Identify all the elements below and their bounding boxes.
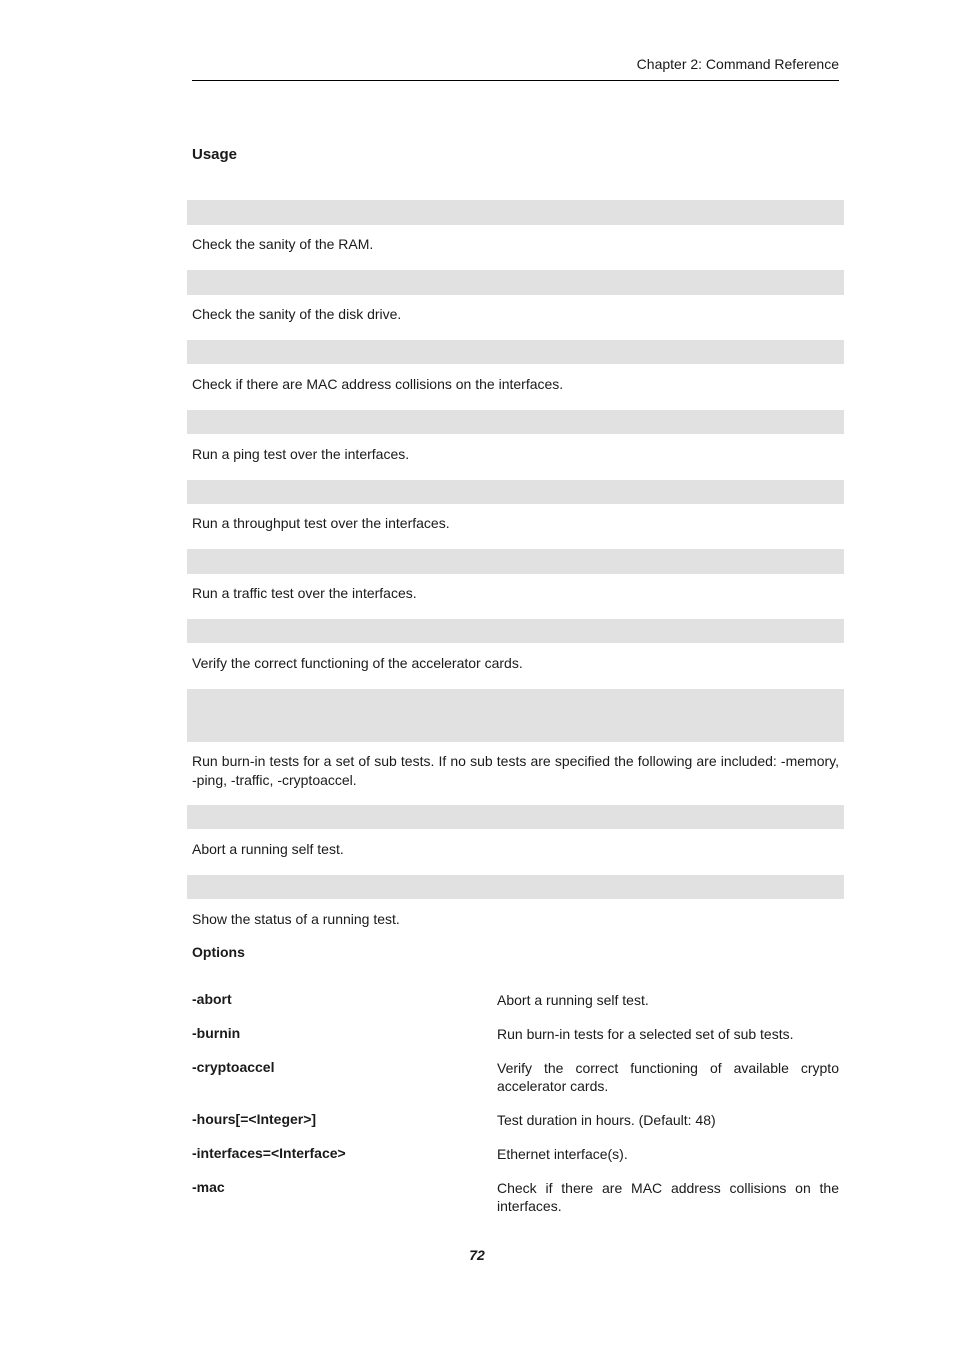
option-description: Test duration in hours. (Default: 48)	[497, 1112, 716, 1128]
command-description: Show the status of a running test.	[192, 911, 400, 927]
option-description: Check if there are MAC address collisions on the interfaces.	[497, 1180, 839, 1214]
command-description: Check if there are MAC address collisions on the interfaces.	[192, 376, 564, 392]
command-description: Run burn-in tests for a set of sub tests. If no sub tests are specified the following are included: -memory, -ping, -traffic, -cryptoaccel.	[192, 753, 839, 788]
command-box	[187, 340, 844, 364]
options-heading: Options	[192, 944, 245, 960]
command-box	[187, 619, 844, 643]
command-description: Run a ping test over the interfaces.	[192, 446, 410, 462]
page-number: 72	[469, 1247, 485, 1263]
option-description: Abort a running self test.	[497, 992, 649, 1008]
option-description: Ethernet interface(s).	[497, 1146, 628, 1162]
option-name: -abort	[192, 991, 232, 1007]
command-description: Check the sanity of the RAM.	[192, 236, 374, 252]
option-name: -hours[=<Integer>]	[192, 1111, 317, 1127]
command-description: Run a traffic test over the interfaces.	[192, 585, 417, 601]
command-description: Verify the correct functioning of the accelerator cards.	[192, 655, 523, 671]
command-description: Check the sanity of the disk drive.	[192, 306, 402, 322]
command-box	[187, 270, 844, 295]
option-name: -mac	[192, 1179, 225, 1195]
option-name: -interfaces=<Interface>	[192, 1145, 346, 1161]
option-description: Run burn-in tests for a selected set of sub tests.	[497, 1026, 794, 1042]
option-description: Verify the correct functioning of available crypto accelerator cards.	[497, 1060, 839, 1094]
usage-heading: Usage	[192, 146, 238, 163]
command-description: Abort a running self test.	[192, 841, 344, 857]
command-description: Run a throughput test over the interfaces.	[192, 515, 450, 531]
command-box	[187, 480, 844, 504]
command-box	[187, 689, 844, 742]
chapter-title: Chapter 2: Command Reference	[636, 56, 839, 72]
command-box	[187, 549, 844, 574]
header-rule	[192, 80, 839, 81]
command-box	[187, 410, 844, 434]
command-box	[187, 200, 844, 225]
option-name: -burnin	[192, 1025, 241, 1041]
command-box	[187, 805, 844, 829]
command-box	[187, 875, 844, 899]
option-name: -cryptoaccel	[192, 1059, 275, 1075]
